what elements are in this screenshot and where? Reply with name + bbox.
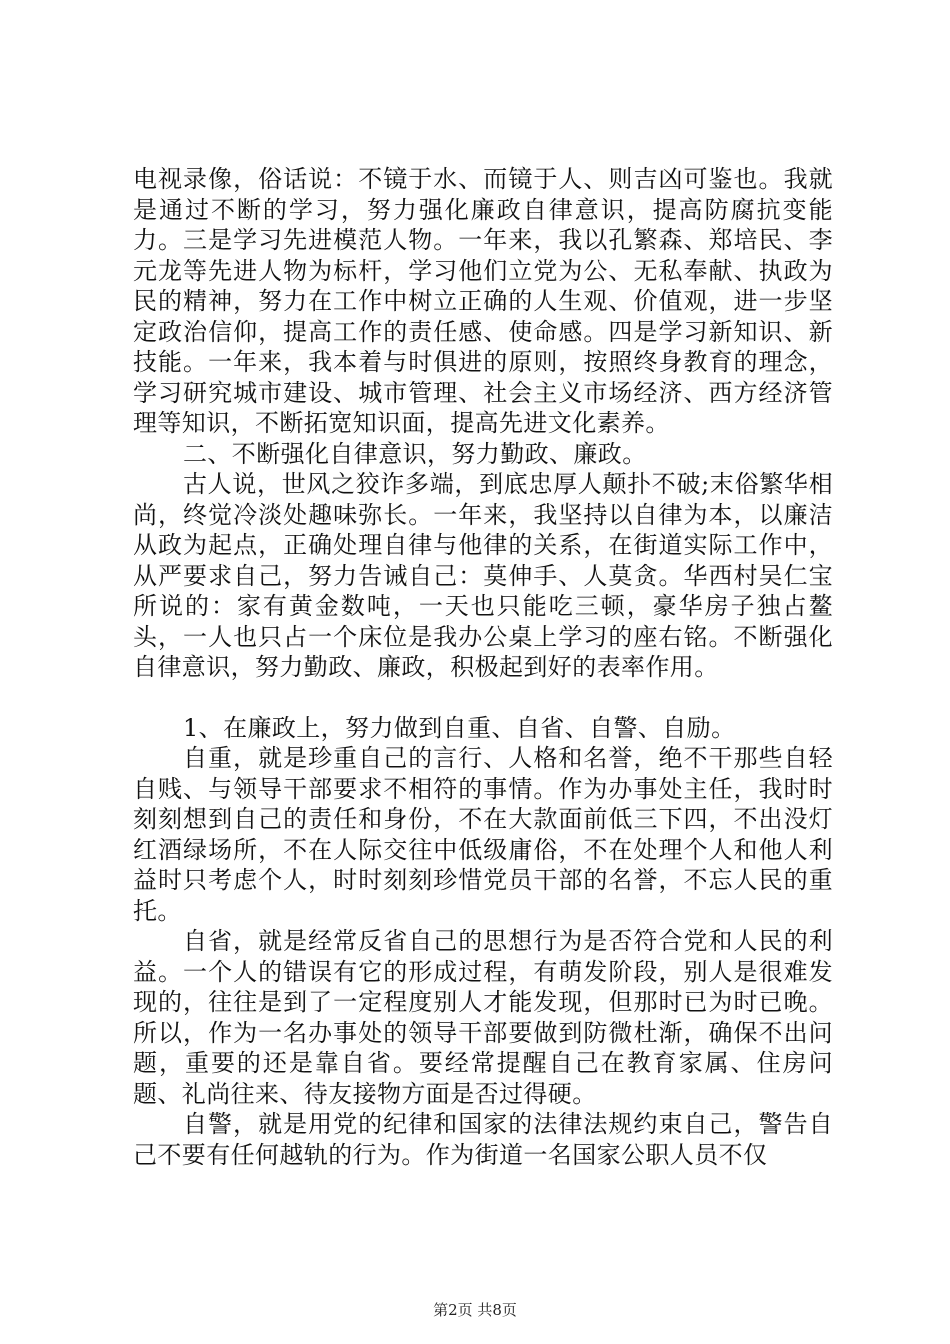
document-body: [133, 164, 833, 1170]
paragraph-self-warning: 自警，就是用党的纪律和国家的法律法规约束自己，警告自己不要有任何越轨的行为。作为街道一名国家公职人员不仅: [133, 1110, 833, 1169]
paragraph-spacer: [133, 683, 833, 713]
paragraph-self-discipline: 古人说，世风之狡诈多端，到底忠厚人颠扑不破;末俗繁华相尚，终觉冷淡处趣味弥长。一年来，我坚持以自律为本，以廉洁从政为起点，正确处理自律与他律的关系，在街道实际工作中，从严要求自己，努力告诫自己：莫伸手、人莫贪。华西村吴仁宝所说的：家有黄金数吨，一天也只能吃三顿，豪华房子独占鳌头，一人也只占一个床位是我办公桌上学习的座右铭。不断强化自律意识，努力勤政、廉政，积极起到好的表率作用。: [133, 470, 833, 681]
paragraph-self-respect: 自重，就是珍重自己的言行、人格和名誉，绝不干那些自轻自贱、与领导干部要求不相符的事情。作为办事处主任，我时时刻刻想到自己的责任和身份，不在大款面前低三下四，不出没灯红酒绿场所，不在人际交往中低级庸俗，不在处理个人和他人利益时只考虑个人，时时刻刻珍惜党员干部的名誉，不忘人民的重托。: [133, 744, 833, 925]
paragraph-study-continued: 电视录像，俗话说：不镜于水、而镜于人、则吉凶可鉴也。我就是通过不断的学习，努力强化廉政自律意识，提高防腐抗变能力。三是学习先进模范人物。一年来，我以孔繁森、郑培民、李元龙等先进人物为标杆，学习他们立党为公、无私奉献、执政为民的精神，努力在工作中树立正确的人生观、价值观，进一步坚定政治信仰，提高工作的责任感、使命感。四是学习新知识、新技能。一年来，我本着与时俱进的原则，按照终身教育的理念，学习研究城市建设、城市管理、社会主义市场经济、西方经济管理等知识，不断拓宽知识面，提高先进文化素养。: [133, 165, 833, 437]
page-number-footer: 第2页 共8页: [433, 1301, 517, 1319]
paragraph-self-reflection: 自省，就是经常反省自己的思想行为是否符合党和人民的利益。一个人的错误有它的形成过程，有萌发阶段，别人是很难发现的，往往是到了一定程度别人才能发现，但那时已为时已晚。所以，作为一名办事处的领导干部要做到防微杜渐，确保不出问题，重要的还是靠自省。要经常提醒自己在教育家属、住房问题、礼尚往来、待友接物方面是否过得硬。: [133, 927, 833, 1108]
subsection-heading-clean-government: 1、在廉政上，努力做到自重、自省、自警、自励。: [183, 713, 736, 742]
section-heading-self-discipline: 二、不断强化自律意识，努力勤政、廉政。: [183, 439, 647, 468]
